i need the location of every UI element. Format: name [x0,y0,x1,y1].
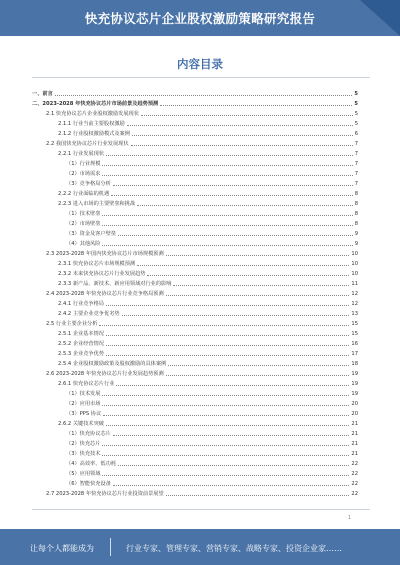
toc-bottom-divider [32,509,370,510]
toc-entry-page: 21 [351,431,358,437]
toc-leader-dots [166,375,350,376]
toc-leader-dots [102,165,352,166]
toc-entry-page: 22 [351,491,358,497]
toc-entry[interactable] [32,478,358,487]
toc-leader-dots [103,415,349,416]
toc-leader-dots [122,315,350,316]
toc-entry-page: 21 [351,451,358,457]
toc-leader-dots [132,135,353,136]
toc-entry-page: 21 [351,441,358,447]
toc-divider [32,77,370,78]
toc-leader-dots [113,185,353,186]
table-of-contents [32,88,358,506]
toc-leader-dots [116,385,349,386]
toc-leader-dots [102,405,349,406]
toc-entry-title: 2.7 2023-2028 年快充协议芯片行业投资前景展望 [46,491,164,497]
toc-entry-page: 13 [351,311,358,317]
toc-leader-dots [102,215,352,216]
toc-entry[interactable] [32,408,358,417]
toc-leader-dots [106,355,349,356]
footer-slogan: 让每个人都能成为 [30,544,94,553]
toc-entry-page: 10 [351,271,358,277]
toc-entry-page: 7 [354,161,358,167]
toc-entry-page: 17 [351,351,358,357]
toc-entry-page: 19 [351,391,358,397]
toc-entry-title: （1）技术壁垒 [66,211,101,217]
toc-entry-title: 2.3 2023-2028 年国内快充协议芯片市场规模预测 [46,251,164,257]
toc-entry[interactable] [32,148,358,157]
toc-leader-dots [168,365,349,366]
toc-entry[interactable] [32,138,358,147]
toc-entry-page: 7 [354,151,358,157]
toc-entry[interactable] [32,248,358,257]
toc-entry[interactable] [32,448,358,457]
toc-leader-dots [102,395,349,396]
toc-leader-dots [99,325,349,326]
toc-entry-title: 2.3.3 新产品、新技术、新应用领域对行业的影响 [58,281,172,287]
toc-entry[interactable] [32,388,358,397]
toc-entry[interactable] [32,488,358,497]
toc-entry-page: 19 [351,381,358,387]
toc-leader-dots [166,255,350,256]
toc-entry-page: 19 [351,371,358,377]
toc-entry[interactable] [32,468,358,477]
toc-leader-dots [106,305,349,306]
toc-entry-page: 15 [351,331,358,337]
footer-audience: 行业专家、管理专家、营销专家、战略专家、投资企业家…… [126,544,342,553]
toc-entry-title: （2）快充芯片 [66,441,101,447]
toc-leader-dots [131,145,353,146]
toc-entry-page: 16 [351,341,358,347]
toc-entry[interactable] [32,358,358,367]
toc-entry-title: 2.5.3 企业竞争优势 [58,351,104,357]
toc-entry[interactable] [32,238,358,247]
toc-leader-dots [137,205,353,206]
toc-entry-page: 12 [351,291,358,297]
toc-entry-title: （2）应用市场 [66,401,101,407]
toc-entry-title: （5）应用领域 [66,471,101,477]
toc-entry-page: 7 [354,141,358,147]
toc-entry[interactable] [32,188,358,197]
toc-entry-title: （1）快充协议芯片 [66,431,111,437]
toc-entry-title: 2.5 行业主要企业分析 [46,321,98,327]
toc-entry-page: 5 [354,121,358,127]
toc-entry-page: 20 [351,411,358,417]
toc-entry[interactable] [32,258,358,267]
toc-entry[interactable] [32,168,358,177]
report-footer [0,529,400,565]
toc-entry-page: 21 [351,421,358,427]
toc-entry-title: 2.6 2023-2028 年快充协议芯片行业发展趋势预测 [46,371,164,377]
toc-entry-title: 2.2.3 进入市场的主要壁垒和挑战 [58,201,136,207]
toc-entry[interactable] [32,158,358,167]
toc-entry[interactable] [32,348,358,357]
toc-entry-title: （3）PPS 协议 [66,411,102,417]
toc-entry[interactable] [32,438,358,447]
toc-entry-page: 7 [354,181,358,187]
toc-entry-title: 2.5.4 企业股权激励政策及股权激励的具体案例 [58,361,167,367]
toc-entry-page: 5 [354,91,358,97]
toc-entry-title: （6）智能快充设备 [66,481,111,487]
toc-entry[interactable] [32,178,358,187]
toc-entry-title: 2.4.2 主要企业竞争优劣势 [58,311,120,317]
toc-entry-title: 2.3.2 未来快充协议芯片行业发展趋势 [58,271,146,277]
toc-entry[interactable] [32,228,358,237]
toc-entry-title: （2）市场壁垒 [66,221,101,227]
toc-entry-page: 6 [354,131,358,137]
toc-entry[interactable] [32,308,358,317]
toc-leader-dots [113,435,350,436]
toc-leader-dots [173,285,349,286]
toc-entry-title: 2.1.2 行业股权激励模式及案例 [58,131,130,137]
toc-entry[interactable] [32,198,358,207]
toc-leader-dots [102,175,352,176]
toc-leader-dots [102,475,349,476]
toc-leader-dots [102,455,349,456]
toc-entry-page: 8 [354,201,358,207]
toc-entry[interactable] [32,288,358,297]
toc-entry[interactable] [32,268,358,277]
toc-entry[interactable] [32,128,358,137]
toc-entry-title: 2.5.2 企业经营情况 [58,341,104,347]
toc-entry-title: （1）技术发展 [66,391,101,397]
toc-leader-dots [55,95,353,96]
toc-entry-title: 2.2.1 行业发展现状 [58,151,104,157]
toc-leader-dots [106,345,349,346]
toc-leader-dots [166,495,350,496]
toc-entry-title: 2.1.1 行业当前主要股权激励 [58,121,125,127]
toc-entry-title: （4）高效率、低功耗 [66,461,116,467]
toc-entry[interactable] [32,118,358,127]
footer-separator [110,538,111,556]
toc-leader-dots [160,105,352,106]
toc-entry-page: 8 [354,211,358,217]
toc-leader-dots [137,265,349,266]
toc-entry-title: 2.1 快充协议芯片企业股权激励发展现状 [46,111,139,117]
toc-entry-title: 2.6.2 关键技术突破 [58,421,104,427]
toc-entry-page: 5 [354,111,358,117]
toc-entry[interactable] [32,98,358,107]
toc-entry-title: 一、前言 [32,91,53,97]
toc-entry-page: 7 [354,171,358,177]
toc-entry-page: 15 [351,321,358,327]
toc-leader-dots [166,295,350,296]
toc-entry-title: 二、2023-2028 年快充协议芯片市场前景及趋势预测 [32,101,159,107]
toc-entry-page: 10 [351,261,358,267]
toc-entry-title: （3）竞争格局分析 [66,181,111,187]
toc-leader-dots [106,425,349,426]
toc-entry-title: （3）资金及客户壁垒 [66,231,116,237]
toc-entry[interactable] [32,378,358,387]
toc-entry-title: （4）其他风险 [66,241,101,247]
toc-entry[interactable] [32,318,358,327]
toc-leader-dots [102,225,352,226]
toc-entry-title: 2.6.1 快充协议芯片行业 [58,381,115,387]
toc-leader-dots [118,465,349,466]
page-number: 1 [348,515,352,521]
toc-entry-page: 20 [351,401,358,407]
toc-entry-title: （1）行业规模 [66,161,101,167]
toc-entry-page: 18 [351,361,358,367]
toc-entry[interactable] [32,108,358,117]
toc-entry-page: 11 [351,281,358,287]
toc-leader-dots [111,195,353,196]
toc-entry-title: 2.4.1 行业竞争格局 [58,301,104,307]
header-corner-decoration [360,0,400,36]
toc-entry-page: 22 [351,481,358,487]
toc-entry-title: 2.2.2 行业面临的机遇 [58,191,110,197]
toc-leader-dots [106,335,349,336]
toc-entry[interactable] [32,88,358,97]
toc-leader-dots [118,235,353,236]
toc-leader-dots [102,245,352,246]
toc-leader-dots [147,275,349,276]
toc-entry-title: （2）市场需求 [66,171,101,177]
toc-entry-title: 2.4 2023-2028 年快充协议芯片行业竞争格局预测 [46,291,164,297]
toc-entry-title: 2.5.1 企业基本情况 [58,331,104,337]
toc-entry-page: 9 [354,231,358,237]
toc-entry[interactable] [32,338,358,347]
toc-leader-dots [127,125,353,126]
toc-entry-page: 8 [354,221,358,227]
report-title: 快充协议芯片企业股权激励策略研究报告 [84,11,316,26]
toc-entry[interactable] [32,298,358,307]
toc-entry-page: 8 [354,191,358,197]
toc-entry-page: 22 [351,461,358,467]
toc-entry-title: 2.3.1 快充协议芯片市场规模预测 [58,261,136,267]
toc-entry-page: 12 [351,301,358,307]
toc-entry[interactable] [32,218,358,227]
toc-entry[interactable] [32,428,358,437]
toc-entry-title: （3）快充技术 [66,451,101,457]
toc-entry-page: 10 [351,251,358,257]
toc-leader-dots [106,155,353,156]
toc-leader-dots [102,445,349,446]
toc-entry-title: 2.2 我国快充协议芯片行业发展现状 [46,141,129,147]
toc-entry[interactable] [32,278,358,287]
toc-entry[interactable] [32,208,358,217]
toc-entry-page: 9 [354,241,358,247]
toc-entry[interactable] [32,418,358,427]
toc-entry[interactable] [32,328,358,337]
toc-entry-page: 5 [354,101,358,107]
toc-entry[interactable] [32,398,358,407]
report-header [0,0,400,36]
toc-leader-dots [141,115,353,116]
toc-entry-page: 22 [351,471,358,477]
toc-entry[interactable] [32,368,358,377]
toc-leader-dots [113,485,350,486]
toc-heading: 内容目录 [177,57,223,71]
toc-entry[interactable] [32,458,358,467]
